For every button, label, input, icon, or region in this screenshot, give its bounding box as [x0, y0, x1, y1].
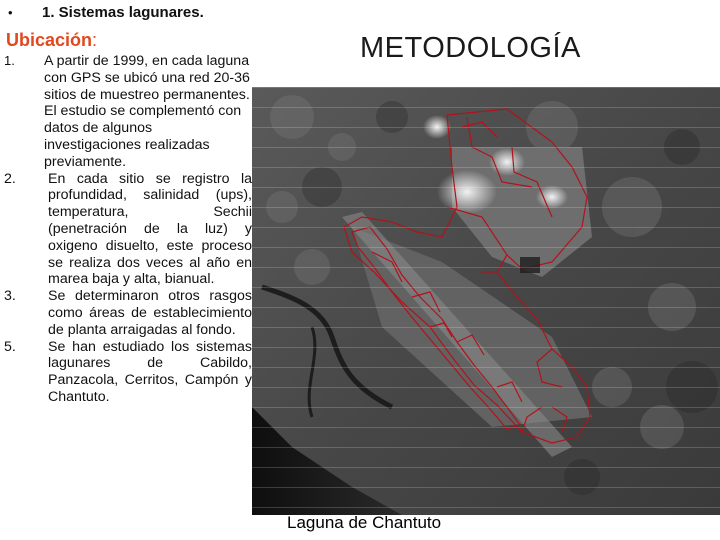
item-text: A partir de 1999, en cada laguna con GPS se ubicó una red 20-36 sitios de muestreo permanentes. El estudio se complementó con datos de algunos investigaciones realizadas previamente. — [44, 53, 250, 170]
ubicacion-colon: : — [92, 30, 98, 50]
item-number: 2. — [4, 170, 16, 187]
satellite-map-image — [252, 87, 720, 515]
item-text: Se han estudiado los sistemas lagunares de Cabildo, Panzacola, Cerritos, Campón y Chantuto. — [48, 338, 252, 405]
item-number: 1. — [4, 53, 15, 68]
item-number: 5. — [4, 338, 16, 355]
methodology-list — [4, 53, 252, 406]
section-title: 1. Sistemas lagunares. — [42, 4, 204, 21]
list-item — [4, 339, 252, 406]
bullet: • — [8, 5, 13, 20]
ubicacion-heading — [6, 30, 97, 51]
list-item — [4, 53, 252, 171]
item-number: 3. — [4, 288, 16, 305]
slide-title: METODOLOGÍA — [360, 32, 581, 64]
map-caption: Laguna de Chantuto — [287, 513, 442, 532]
ubicacion-label: Ubicación — [6, 30, 93, 50]
section-header — [6, 4, 204, 21]
item-text: En cada sitio se registro la profundidad, salinidad (ups), temperatura, Sechii (penetración de la luz) y oxigeno disuelto, este proceso se realiza dos veces al año en marea baja y alta, bianual. — [48, 170, 252, 288]
scan-lines — [252, 87, 720, 515]
list-item — [4, 171, 252, 289]
lagoon-satellite-svg — [252, 87, 720, 515]
list-item — [4, 288, 252, 338]
item-text: Se determinaron otros rasgos como áreas de establecimiento de planta arraigadas al fondo. — [48, 288, 252, 338]
